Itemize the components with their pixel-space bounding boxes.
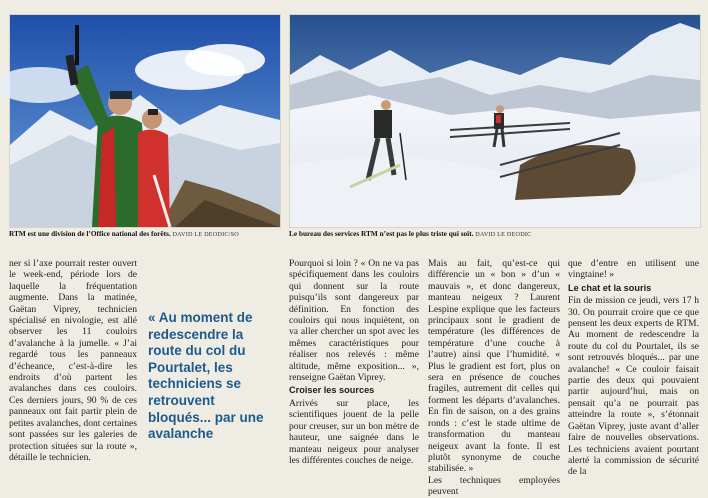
article-paragraph: ner si l’axe pourrait rester ouvert le week-end, période lors de laquelle la fréquentation augmente. Dans la matinée, Gaëtan Viprey, technicien spécialisé en nivologie, est allé observer les 11 couloirs d’avalanche à la jumelle. « J’ai regardé tous les panneaux d’écheance, c’est-à-dire les endroits d’où partent les avalanches dans ces couloirs. Ces derniers jours, 90 % de ces panneaux ont fait partir plein de petites avalanches, dont certaines sont passées sur les galeries de protection situées sur la route », détaille le technicien. [9, 258, 137, 463]
caption-left-text: RTM est une division de l’Office national des forêts. [9, 229, 171, 238]
article-column-5 [568, 258, 699, 478]
article-subhead: Croiser les sources [289, 385, 375, 396]
caption-left [9, 229, 239, 239]
article-paragraph: Arrivés sur place, les scientifiques jouent de la pelle pour creuser, sur un bon mètre de hauteur, une saignée dans le manteau neigeux pour analyser les différentes couches de neige. [289, 397, 419, 466]
pull-quote [148, 310, 270, 442]
article-column-1 [9, 258, 137, 463]
article-paragraph: Les techniques employées peuvent [428, 474, 560, 498]
caption-right-text: Le bureau des services RTM n’est pas le plus triste qui soit. [289, 229, 474, 238]
article-paragraph: Mais au fait, qu’est-ce qui différencie un « bon » d’un « mauvais », et donc dangereux, manteau neigeux ? Laurent Lespine explique que les facteurs principaux sont le gradient de température (les différences de température d’une couche à l’autre) ainsi que l’humidité. « Plus le gradient est fort, plus on sera en présence de couches fragiles, autrement dit celles qui forment les départs d’avalanches. En fin de saison, on a des grains ronds : c’est le stade ultime de transformation du manteau neigeux avant la fonte. Il est plutôt synonyme de couche stabilisée. » [428, 258, 560, 475]
article-paragraph: que d’entre en utilisent une vingtaine! » [568, 258, 699, 281]
article-paragraph: Fin de mission ce jeudi, vers 17 h 30. On pourrait croire que ce que pensent les deux experts de RTM. Au moment de redescendre la route du col du Pourtalet, ils se sont retrouvés bloqués... par une avalanche! « Ce couloir faisait partie des deux qui pouvaient partir aujourd’hui, mais on pensait qu’a ne pourrait pas atteindre la route », s’étonnait Gaëtan Viprey, juste avant d’aller faire de nouvelles observations. Les techniciens avaient pourtant alerté la commission de sécurité de la [568, 295, 699, 478]
caption-left-credit: DAVID LE DEODIC/SO [172, 231, 239, 238]
caption-right-credit: DAVID LE DEODIC [475, 231, 532, 238]
article-column-4 [428, 258, 560, 498]
article-subhead: Le chat et la souris [568, 282, 652, 293]
article-paragraph: Pourquoi si loin ? « On ne va pas spécifiquement dans les couloirs qui donnent sur la route puisqu’ils sont dangereux par définition. En fonction des couloirs qui nous inquiètent, on va aller chercher un spot avec les mêmes caractéristiques pour réaliser nos relevés : même altitude, même exposition... », renseigne Gaëtan Viprey. [289, 258, 419, 384]
pull-quote-text: « Au moment de redescendre la route du col du Pourtalet, les techniciens se retrouvent bloqués... par une avalanche [148, 310, 264, 442]
article-column-3 [289, 258, 419, 466]
photo-rtm-field-office [289, 14, 701, 228]
photo-technicians-selfie [9, 14, 281, 228]
caption-right [289, 229, 531, 239]
